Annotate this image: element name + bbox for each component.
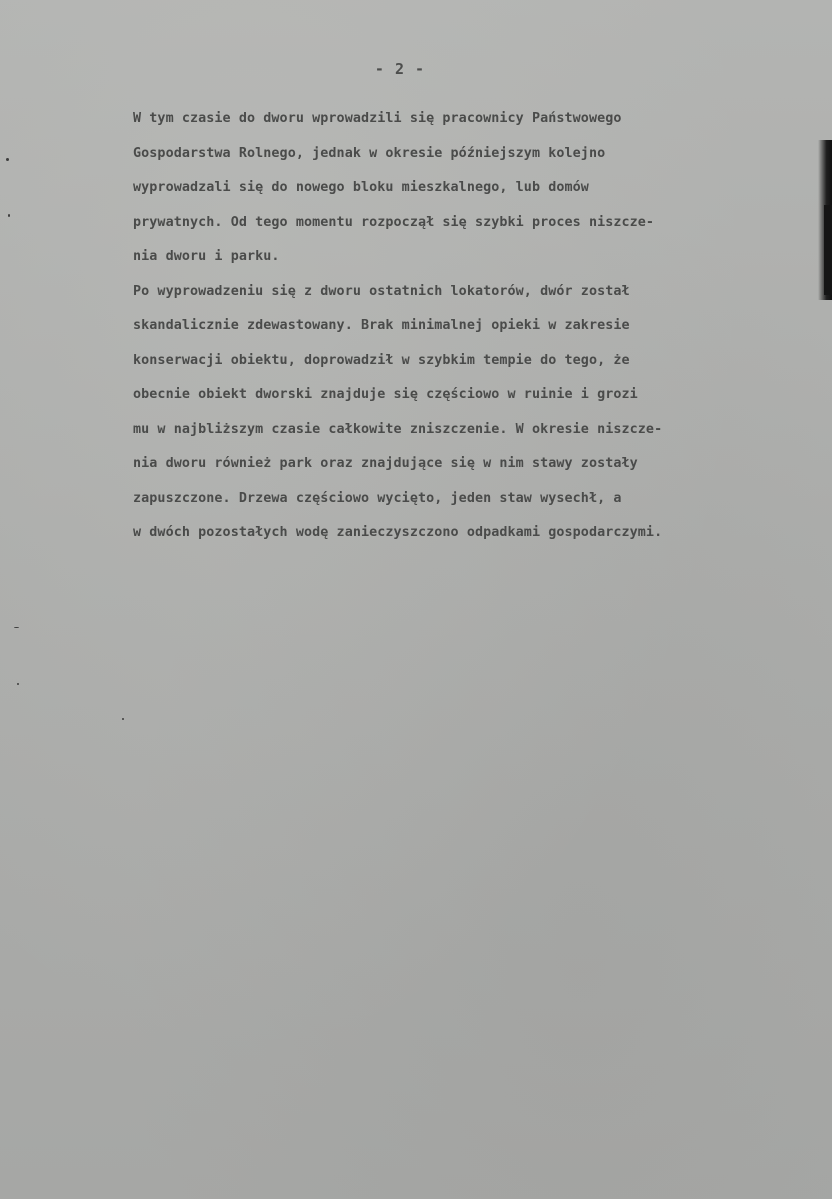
paper-speck xyxy=(17,683,19,685)
text-line: Po wyprowadzeniu się z dworu ostatnich lokatorów, dwór został xyxy=(133,283,630,299)
text-line: konserwacji obiektu, doprowadził w szybkim tempie do tego, że xyxy=(133,352,630,368)
text-line: mu w najbliższym czasie całkowite zniszczenie. W okresie niszcze- xyxy=(133,421,663,437)
paper-speck xyxy=(14,627,19,628)
page-number: - 2 - xyxy=(374,60,426,78)
text-line: w dwóch pozostałych wodę zanieczyszczono odpadkami gospodarczymi. xyxy=(133,525,663,540)
text-line: nia dworu również park oraz znajdujące się w nim stawy zostały xyxy=(133,456,638,471)
text-line: prywatnych. Od tego momentu rozpoczął się szybki proces niszcze- xyxy=(133,214,655,230)
text-line: W tym czasie do dworu wprowadzili się pracownicy Państwowego xyxy=(133,111,622,126)
paper-speck xyxy=(6,158,9,161)
paper-speck xyxy=(122,718,124,720)
text-line: skandalicznie zdewastowany. Brak minimalnej opieki w zakresie xyxy=(133,318,630,333)
text-line: obecnie obiekt dworski znajduje się częściowo w ruinie i grozi xyxy=(133,387,638,402)
text-line: zapuszczone. Drzewa częściowo wycięto, jeden staw wysechł, a xyxy=(133,490,622,506)
paper-speck xyxy=(8,214,10,217)
typed-text-body xyxy=(133,102,832,551)
text-line: nia dworu i parku. xyxy=(133,249,280,264)
text-line: Gospodarstwa Rolnego, jednak w okresie późniejszym kolejno xyxy=(133,145,606,161)
text-line: wyprowadzali się do nowego bloku mieszkalnego, lub domów xyxy=(133,180,589,195)
